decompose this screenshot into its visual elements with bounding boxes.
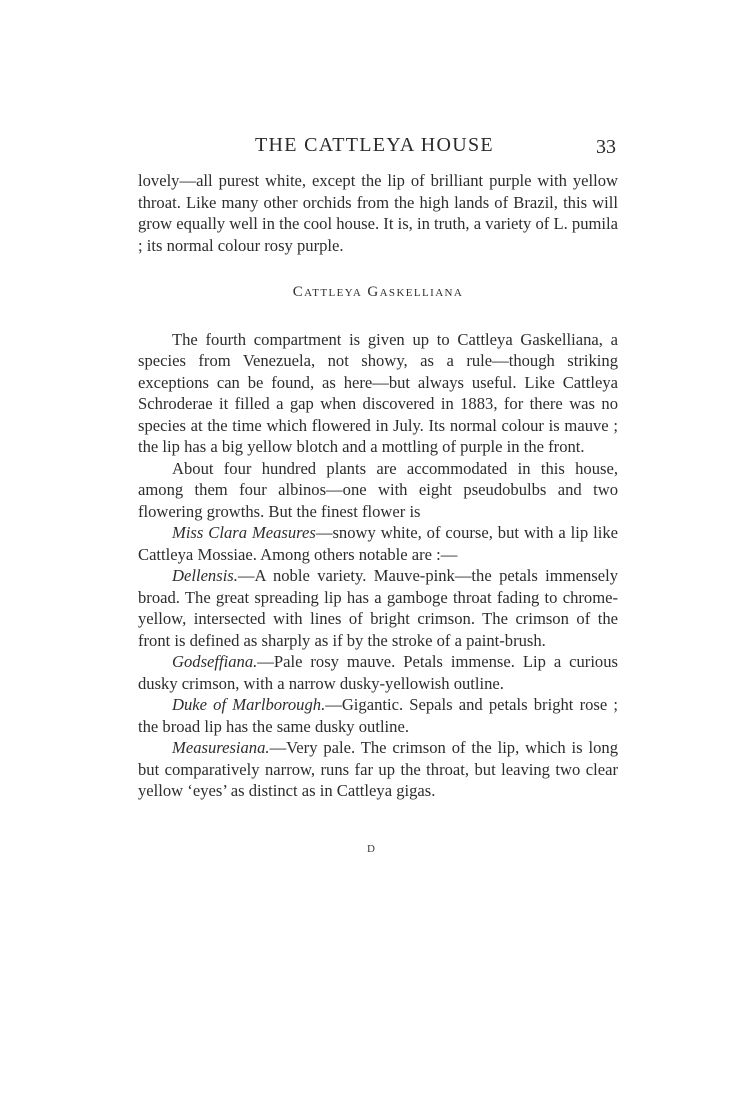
body-text [138,170,618,802]
paragraph-measuresiana [138,737,618,802]
running-title: THE CATTLEYA HOUSE [255,134,494,156]
page-number: 33 [596,136,616,158]
variety-text-dellensis: —A noble variety. Mauve-pink—the petals immensely broad. The great spreading lip has a gamboge throat fading to chrome-yellow, intersected with lines of bright crimson. The crimson of the front is defined as sharply as if by the stroke of a paint-brush. [138,566,618,650]
variety-text-godseffiana: —Pale rosy mauve. Petals immense. Lip a curious dusky crimson, with a narrow dusky-yellowish outline. [138,652,618,693]
section-heading: Cattleya Gaskelliana [292,284,464,300]
paragraph-plants: About four hundred plants are accommodated in this house, among them four albinos—one with eight pseudobulbs and two flowering growths. But the finest flower is [138,458,618,521]
running-head [138,134,620,164]
variety-text-duke: —Gigantic. Sepals and petals bright rose ; the broad lip has the same dusky outline. [138,695,618,736]
paragraph-compartment: The fourth compartment is given up to Cattleya Gaskelliana, a species from Venezuela, not showy, as a rule—though striking exceptions can be found, as here—but always useful. Like Cattleya Schroderae it filled a gap when discovered in 1883, for there was no species at the time which flowered in July. Its normal colour is mauve ; the lip has a big yellow blotch and a mottling of purple in the front. [138,329,618,456]
variety-name-dellensis: Dellensis. [172,566,238,585]
paragraph-dellensis [138,565,618,651]
variety-text-measuresiana: —Very pale. The crimson of the lip, which is long but comparatively narrow, runs far up the throat, but leaving two clear yellow ‘eyes’ as distinct as in Cattleya gigas. [138,738,618,800]
signature-mark: D [367,843,376,855]
variety-name-godseffiana: Godseffiana. [172,652,258,671]
intro-paragraph: lovely—all purest white, except the lip of brilliant purple with yellow throat. Like many other orchids from the high lands of Brazil, this will grow equally well in the cool house. It is, in truth, a variety of L. pumila ; its normal colour rosy purple. [138,171,618,255]
paragraph-duke-of-marlborough [138,694,618,737]
paragraph-godseffiana [138,651,618,694]
variety-name-measuresiana: Measuresiana. [172,738,270,757]
variety-name-clara: Miss Clara Measures [172,523,316,542]
variety-name-duke: Duke of Marlborough. [172,695,326,714]
paragraph-clara-measures [138,522,618,565]
variety-text-clara: —snowy white, of course, but with a lip like Cattleya Mossiae. Among others notable are :— [138,523,618,564]
